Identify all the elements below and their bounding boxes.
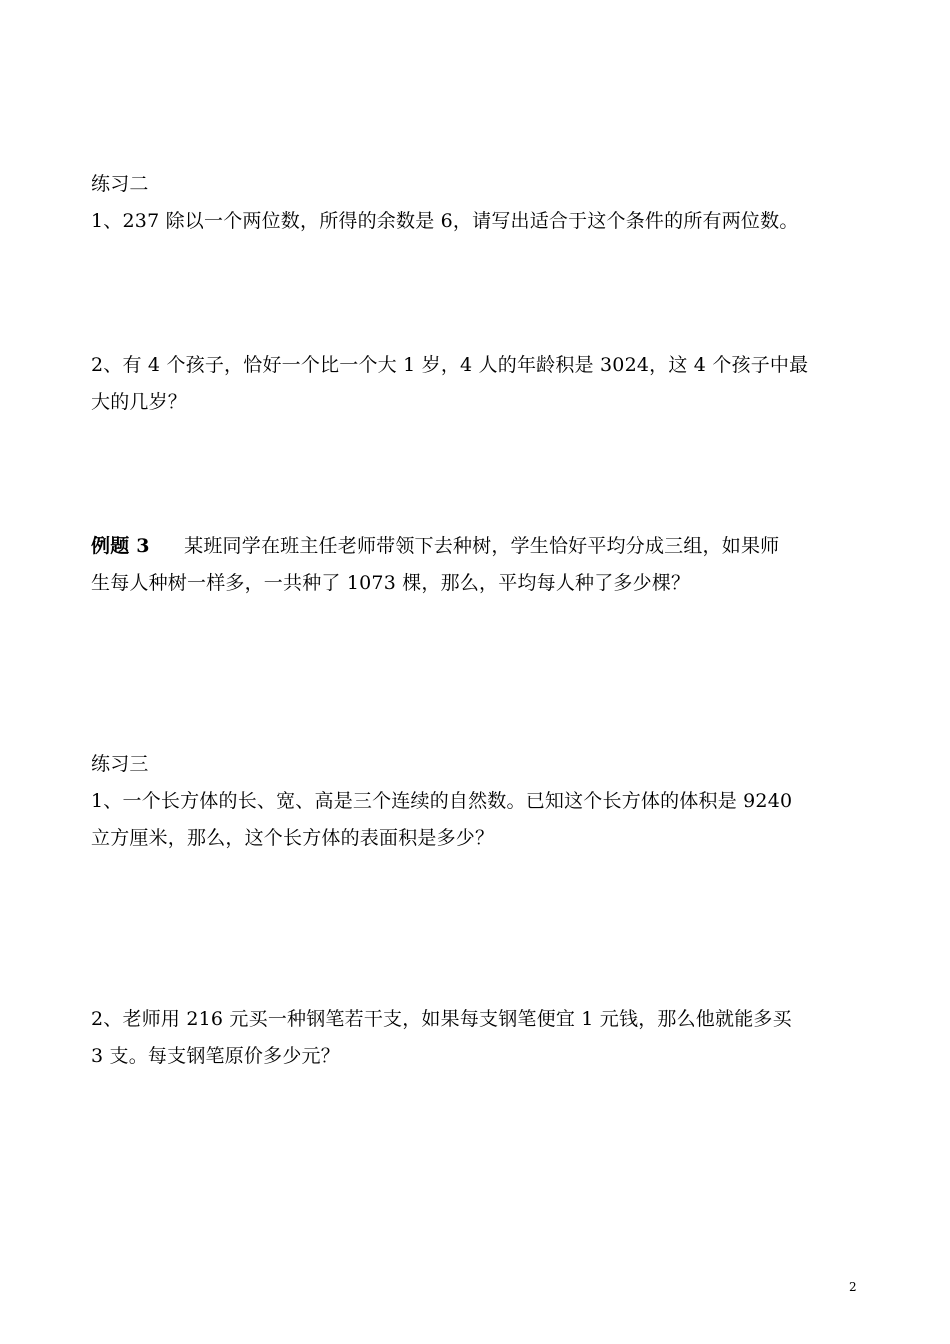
example-3-line-2: 生每人种树一样多，一共种了 1073 棵，那么，平均每人种了多少棵？	[91, 572, 691, 594]
exercise-3-heading: 练习三	[91, 753, 149, 775]
exercise-3-question-2-line-2: 3 支。每支钢笔原价多少元？	[91, 1045, 340, 1067]
example-3-text-line-1: 某班同学在班主任老师带领下去种树，学生恰好平均分成三组，如果师	[184, 535, 780, 557]
exercise-2-heading: 练习二	[91, 173, 149, 195]
exercise-2-question-2-line-1: 2、有 4 个孩子，恰好一个比一个大 1 岁，4 人的年龄积是 3024，这 4 个孩子中最	[91, 354, 809, 376]
exercise-3-question-1-line-1: 1、一个长方体的长、宽、高是三个连续的自然数。已知这个长方体的体积是 9240	[91, 790, 793, 812]
page-number: 2	[849, 1280, 857, 1294]
example-3-line-1	[91, 531, 871, 561]
example-3-label: 例题 3	[91, 535, 150, 557]
exercise-3-question-2-line-1: 2、老师用 216 元买一种钢笔若干支，如果每支钢笔便宜 1 元钱，那么他就能多买	[91, 1008, 792, 1030]
exercise-3-question-1-line-2: 立方厘米，那么，这个长方体的表面积是多少？	[91, 827, 495, 849]
exercise-2-question-2-line-2: 大的几岁？	[91, 391, 188, 413]
exercise-2-question-1: 1、237 除以一个两位数，所得的余数是 6，请写出适合于这个条件的所有两位数。	[91, 210, 799, 232]
